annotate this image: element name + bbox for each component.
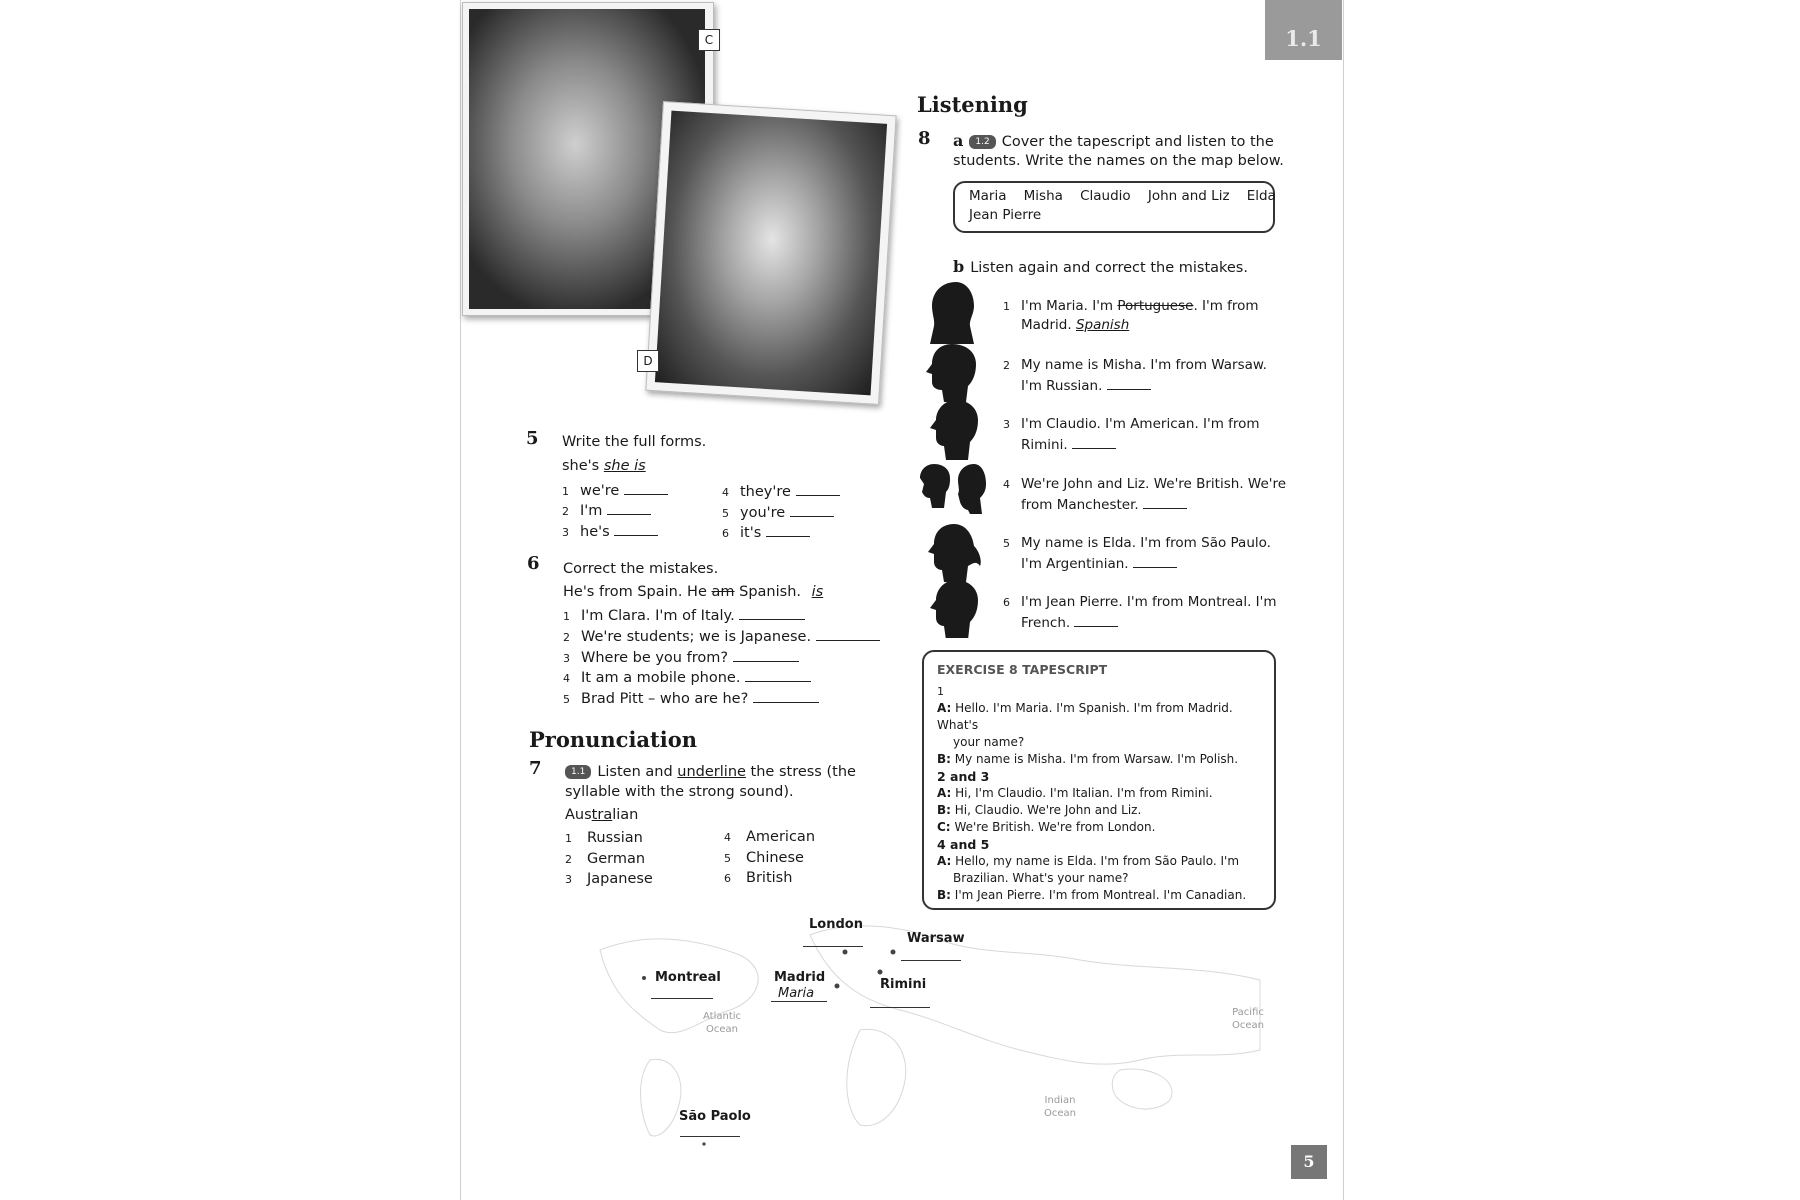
ex7-item-3[interactable]: 3 Japanese <box>565 871 653 887</box>
map-label-sao-paolo: São Paolo <box>679 1109 751 1124</box>
silhouette-claudio-icon <box>930 400 978 460</box>
listening-heading: Listening <box>917 92 1028 117</box>
ex8b-answer-blank-6[interactable] <box>1074 612 1118 627</box>
ex5-number: 5 <box>526 428 539 449</box>
ex7-number: 7 <box>529 758 542 779</box>
map-label-madrid: Madrid <box>774 970 826 985</box>
map-dot-london <box>843 950 848 955</box>
map-blank-sao-paolo[interactable] <box>680 1136 740 1137</box>
ex6-item-1: 1 I'm Clara. I'm of Italy. <box>563 605 805 627</box>
ex7-example: Australian <box>565 807 639 823</box>
map-label-atlantic: Atlantic Ocean <box>702 1011 742 1035</box>
ex6-item-2: 2 We're students; we is Japanese. <box>563 626 880 648</box>
photo-d-label: D <box>637 350 659 372</box>
ex5-item-2: 2 I'm <box>562 500 651 522</box>
silhouette-liz-icon <box>958 464 986 514</box>
ex8b-item-1-answer: Spanish <box>1075 317 1130 333</box>
map-label-warsaw: Warsaw <box>907 931 965 946</box>
ex7-item-2[interactable]: 2 German <box>565 851 646 867</box>
map-label-rimini: Rimini <box>880 977 927 992</box>
map-label-montreal: Montreal <box>655 970 721 985</box>
ex5-item-1: 1 we're <box>562 480 668 502</box>
ex7-instruction-line1: 1.1 Listen and underline the stress (the <box>565 762 856 782</box>
ex6-item-3: 3 Where be you from? <box>563 647 799 669</box>
ex5-answer-blank-1[interactable] <box>624 480 668 495</box>
photo-c-label: C <box>698 29 720 51</box>
map-dot-sao-paolo <box>702 1142 705 1145</box>
ex5-answer-blank-6[interactable] <box>766 522 810 537</box>
tapescript-body: 1 A: Hello. I'm Maria. I'm Spanish. I'm from Madrid. What's your name? B: My name is Misha. I'm from Warsaw. I'm Polish. 2 and 3 A: Hi, I'm Claudio. I'm Italian. I'm from Rimini. B: Hi, Claudio. We're John and Liz. C: We're British. We're from London. 4 and 5 A: Hello, my name is Elda. I'm from São Paulo. I'm Brazilian. What's your name? B: I'm Jean Pierre. I'm from Montreal. I'm Canadian. <box>937 685 1247 902</box>
ex6-example-answer: is <box>811 584 824 600</box>
ex7-instruction-line2: syllable with the strong sound). <box>565 784 794 800</box>
silhouette-john-icon <box>920 464 950 508</box>
page-number: 5 <box>1291 1145 1327 1179</box>
photo-d <box>645 101 896 405</box>
ex8b-item-6: 6 I'm Jean Pierre. I'm from Montreal. I'm French. <box>1003 594 1277 631</box>
ex6-example: He's from Spain. He am Spanish. is <box>563 582 829 602</box>
audio-track-badge-8a[interactable]: 1.2 <box>969 135 995 149</box>
ex6-answer-blank-4[interactable] <box>745 667 811 682</box>
ex7-item-6[interactable]: 6 British <box>724 870 793 886</box>
ex6-number: 6 <box>527 553 540 574</box>
ex6-item-4: 4 It am a mobile phone. <box>563 667 811 689</box>
photo-d-image <box>655 111 887 396</box>
tapescript-title: EXERCISE 8 TAPESCRIPT <box>937 662 1108 677</box>
ex8a-line2: students. Write the names on the map below. <box>953 153 1284 169</box>
ex8b-item-5: 5 My name is Elda. I'm from São Paulo. I'm Argentinian. <box>1003 535 1271 572</box>
ex8b-answer-blank-4[interactable] <box>1143 494 1187 509</box>
map-blank-montreal[interactable] <box>651 998 713 999</box>
ex5-answer-blank-3[interactable] <box>614 521 658 536</box>
map-dot-rimini <box>878 970 883 975</box>
ex5-item-5: 5 you're <box>722 502 834 524</box>
silhouette-elda-icon <box>928 524 981 582</box>
ex6-item-5: 5 Brad Pitt – who are he? <box>563 688 819 710</box>
ex5-item-6: 6 it's <box>722 522 810 544</box>
map-label-indian: Indian Ocean <box>1044 1095 1076 1119</box>
audio-track-badge[interactable]: 1.1 <box>565 765 591 779</box>
names-line1: Maria Misha Claudio John and Liz Elda <box>969 188 1276 204</box>
ex5-example-prefix: she's <box>562 458 600 474</box>
silhouette-misha-icon <box>926 344 976 402</box>
ex5-answer-blank-5[interactable] <box>790 502 834 517</box>
map-answer-madrid: Maria <box>778 986 815 1001</box>
ex5-answer-blank-2[interactable] <box>607 500 651 515</box>
world-map <box>560 910 1275 1150</box>
ex6-answer-blank-3[interactable] <box>733 647 799 662</box>
ex8b-item-3: 3 I'm Claudio. I'm American. I'm from Rimini. <box>1003 416 1260 453</box>
ex8b-item-4: 4 We're John and Liz. We're British. We're from Manchester. <box>1003 476 1287 513</box>
unit-tab: 1.1 <box>1265 0 1342 60</box>
names-line2: Jean Pierre <box>969 207 1042 223</box>
map-blank-warsaw[interactable] <box>901 960 961 961</box>
silhouette-heads <box>918 278 994 638</box>
silhouette-jean-pierre-icon <box>930 580 978 638</box>
ex6-example-struck: am <box>711 584 735 600</box>
map-label-pacific: Pacific Ocean <box>1232 1007 1264 1031</box>
ex8b-answer-blank-5[interactable] <box>1133 553 1177 568</box>
ex7-item-4[interactable]: 4 American <box>724 829 816 845</box>
map-blank-london[interactable] <box>803 946 863 947</box>
ex5-example-answer: she is <box>603 458 646 474</box>
ex8b-answer-blank-2[interactable] <box>1107 375 1151 390</box>
ex8b-instruction: b Listen again and correct the mistakes. <box>953 257 1248 276</box>
map-dot-montreal <box>642 976 646 980</box>
ex5-item-3: 3 he's <box>562 521 658 543</box>
ex8b-item-2: 2 My name is Misha. I'm from Warsaw. I'm Russian. <box>1003 357 1267 394</box>
ex5-instruction: Write the full forms. <box>562 434 707 450</box>
pronunciation-heading: Pronunciation <box>529 727 697 752</box>
ex7-item-5[interactable]: 5 Chinese <box>724 850 804 866</box>
map-blank-madrid[interactable] <box>771 1001 827 1002</box>
ex6-answer-blank-5[interactable] <box>753 688 819 703</box>
ex6-answer-blank-1[interactable] <box>739 605 805 620</box>
ex5-example <box>562 456 646 476</box>
map-dot-warsaw <box>891 950 896 955</box>
map-blank-rimini[interactable] <box>870 1007 930 1008</box>
ex6-instruction: Correct the mistakes. <box>563 561 719 577</box>
map-label-london: London <box>809 917 863 932</box>
ex7-item-1[interactable]: 1 Russian <box>565 830 643 846</box>
ex8b-answer-blank-3[interactable] <box>1072 434 1116 449</box>
ex6-answer-blank-2[interactable] <box>816 626 880 641</box>
map-dot-madrid <box>835 984 840 989</box>
ex8b-item-1: 1 I'm Maria. I'm Portuguese. I'm from Madrid. Spanish <box>1003 298 1259 333</box>
ex5-item-4: 4 they're <box>722 481 840 503</box>
silhouette-maria-icon <box>930 282 974 344</box>
ex5-answer-blank-4[interactable] <box>796 481 840 496</box>
ex8a-line1: a 1.2 Cover the tapescript and listen to the <box>953 131 1274 150</box>
ex8-number: 8 <box>918 128 931 149</box>
